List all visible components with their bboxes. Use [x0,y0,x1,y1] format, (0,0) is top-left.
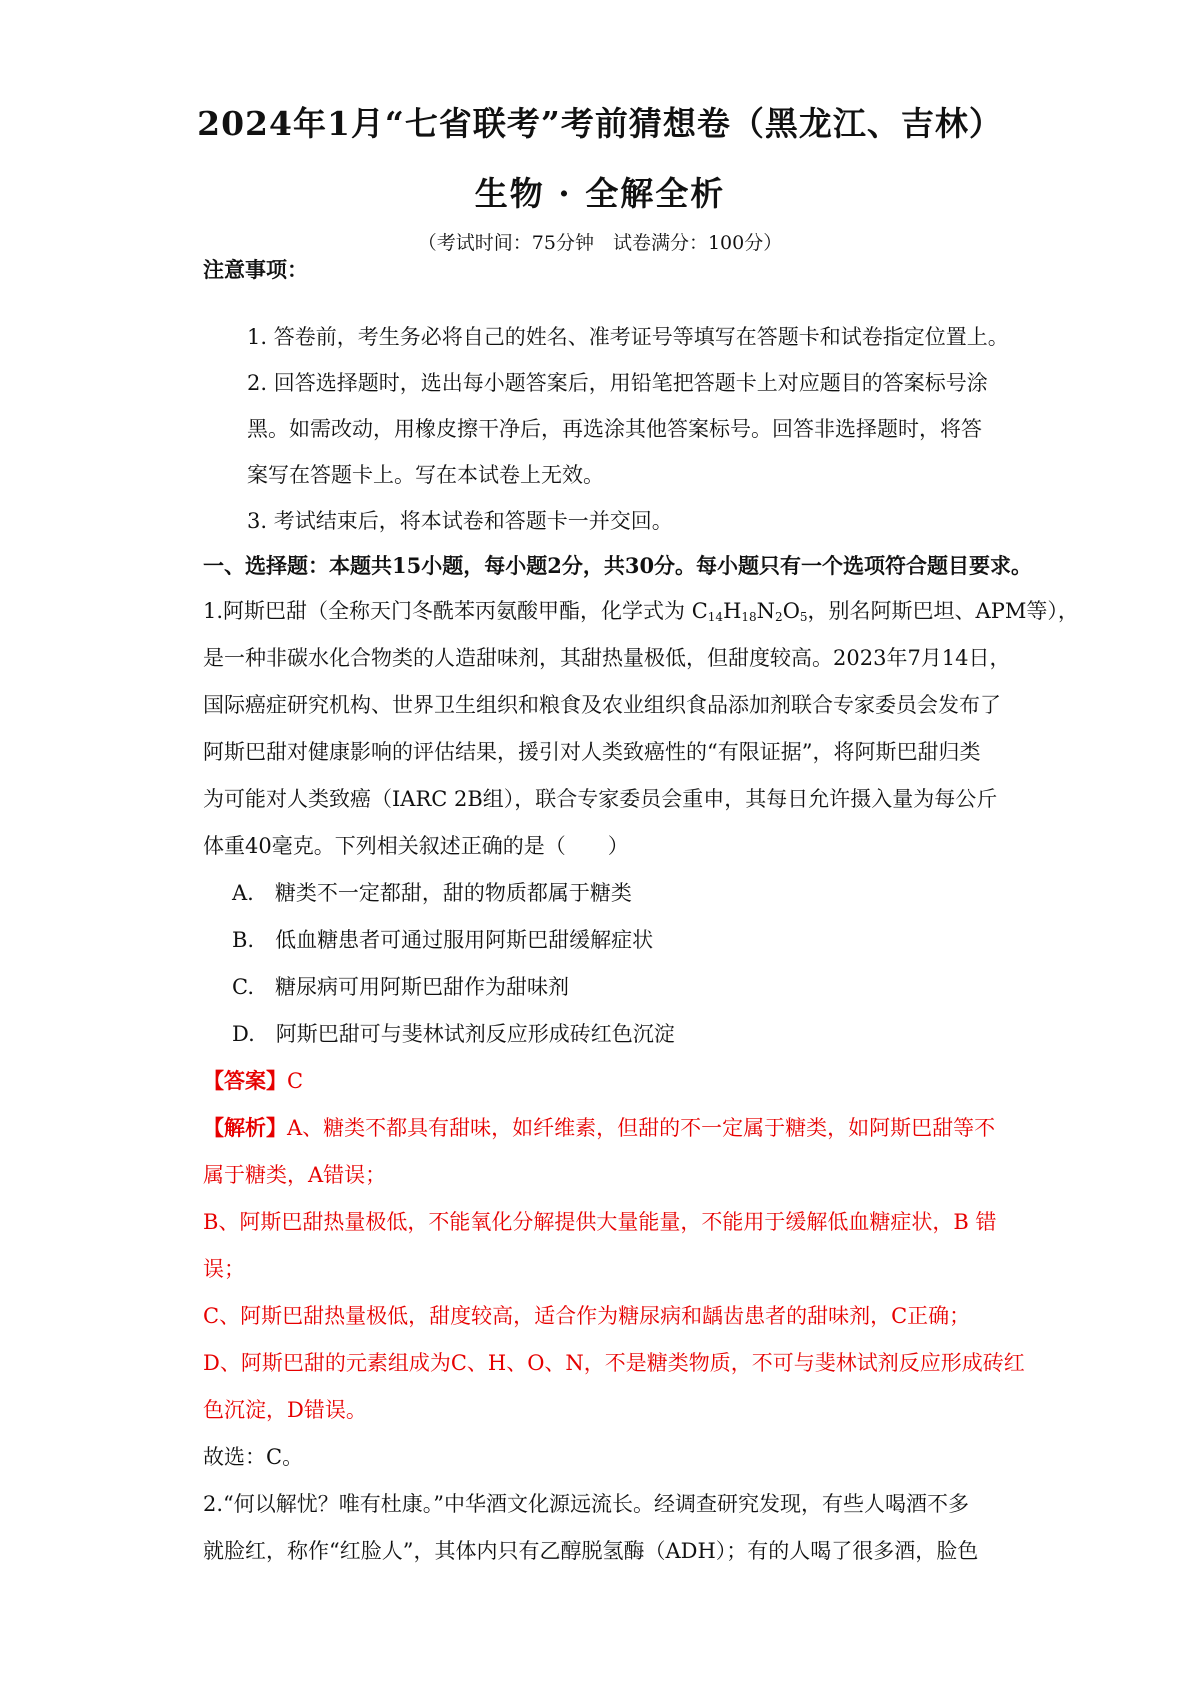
subscript: 18 [741,610,757,624]
analysis-line-5: C、阿斯巴甜热量极低，甜度较高，适合作为糖尿病和龋齿患者的甜味剂，C正确； [203,1304,971,1328]
question-1-line-3: 国际癌症研究机构、世界卫生组织和粮食及农业组织食品添加剂联合专家委员会发布了 [203,693,1001,717]
conclusion: 故选：C。 [203,1445,304,1469]
question-1-line-5: 为可能对人类致癌（IARC 2B组），联合专家委员会重申，其每日允许摄入量为每公斤 [203,787,998,811]
subscript: 2 [775,610,783,624]
page-subtitle: 生物 · 全解全析 [474,174,726,213]
note-item-2-line-3: 案写在答题卡上。写在本试卷上无效。 [247,463,604,487]
analysis-line-7: 色沉淀，D错误。 [203,1398,367,1422]
analysis-line-6: D、阿斯巴甜的元素组成为C、H、O、N，不是糖类物质，不可与斐林试剂反应形成砖红 [203,1351,1025,1375]
note-item-1: 1. 答卷前，考生务必将自己的姓名、准考证号等填写在答题卡和试卷指定位置上。 [247,325,1009,349]
question-text: 1.阿斯巴甜（全称天门冬酰苯丙氨酸甲酯，化学式为 C [203,599,708,623]
formula-element: O [782,599,800,623]
question-1-line-1 [203,596,1079,632]
option-c: C. 糖尿病可用阿斯巴甜作为甜味剂 [232,975,569,999]
analysis-label: 【解析】 [203,1115,287,1140]
question-1-line-4: 阿斯巴甜对健康影响的评估结果，援引对人类致癌性的“有限证据”，将阿斯巴甜归类 [203,740,981,764]
option-a: A. 糖类不一定都甜，甜的物质都属于糖类 [232,881,632,905]
question-1-line-2: 是一种非碳水化合物类的人造甜味剂，其甜热量极低，但甜度较高。2023年7月14日， [203,646,1011,670]
formula-element: N [756,599,776,623]
analysis-line-2: 属于糖类，A错误； [203,1163,387,1187]
answer-line [203,1066,1003,1096]
question-1-line-6: 体重40毫克。下列相关叙述正确的是（ ） [203,834,629,858]
page-title: 2024年1月“七省联考”考前猜想卷（黑龙江、吉林） [197,104,1003,143]
option-b: B. 低血糖患者可通过服用阿斯巴甜缓解症状 [232,928,654,952]
question-2-line-1: 2.“何以解忧？唯有杜康。”中华酒文化源远流长。经调查研究发现，有些人喝酒不多 [203,1492,970,1516]
analysis-text: A、糖类不都具有甜味，如纤维素，但甜的不一定属于糖类，如阿斯巴甜等不 [287,1116,996,1140]
analysis-line-3: B、阿斯巴甜热量极低，不能氧化分解提供大量能量，不能用于缓解低血糖症状，B 错 [203,1210,997,1234]
note-item-2-line-2: 黑。如需改动，用橡皮擦干净后，再选涂其他答案标号。回答非选择题时，将答 [247,417,982,441]
answer-value: C [287,1069,304,1093]
answer-label: 【答案】 [203,1068,287,1093]
note-item-3: 3. 考试结束后，将本试卷和答题卡一并交回。 [247,509,673,533]
note-item-2-line-1: 2. 回答选择题时，选出每小题答案后，用铅笔把答题卡上对应题目的答案标号涂 [247,371,988,395]
section-heading: 一、选择题：本题共15小题，每小题2分，共30分。每小题只有一个选项符合题目要求。 [203,553,1033,578]
subscript: 5 [799,610,808,624]
notes-heading: 注意事项： [203,257,308,282]
formula-element: H [723,599,742,623]
analysis-line-1 [203,1113,1003,1143]
exam-info: （考试时间：75分钟 试卷满分：100分） [417,232,783,254]
analysis-line-4: 误； [203,1257,245,1281]
subscript: 14 [707,610,724,624]
question-2-line-2: 就脸红，称作“红脸人”，其体内只有乙醇脱氢酶（ADH）；有的人喝了很多酒，脸色 [203,1539,979,1563]
option-d: D. 阿斯巴甜可与斐林试剂反应形成砖红色沉淀 [232,1022,675,1046]
question-text: ，别名阿斯巴坦、APM等）， [807,599,1079,623]
